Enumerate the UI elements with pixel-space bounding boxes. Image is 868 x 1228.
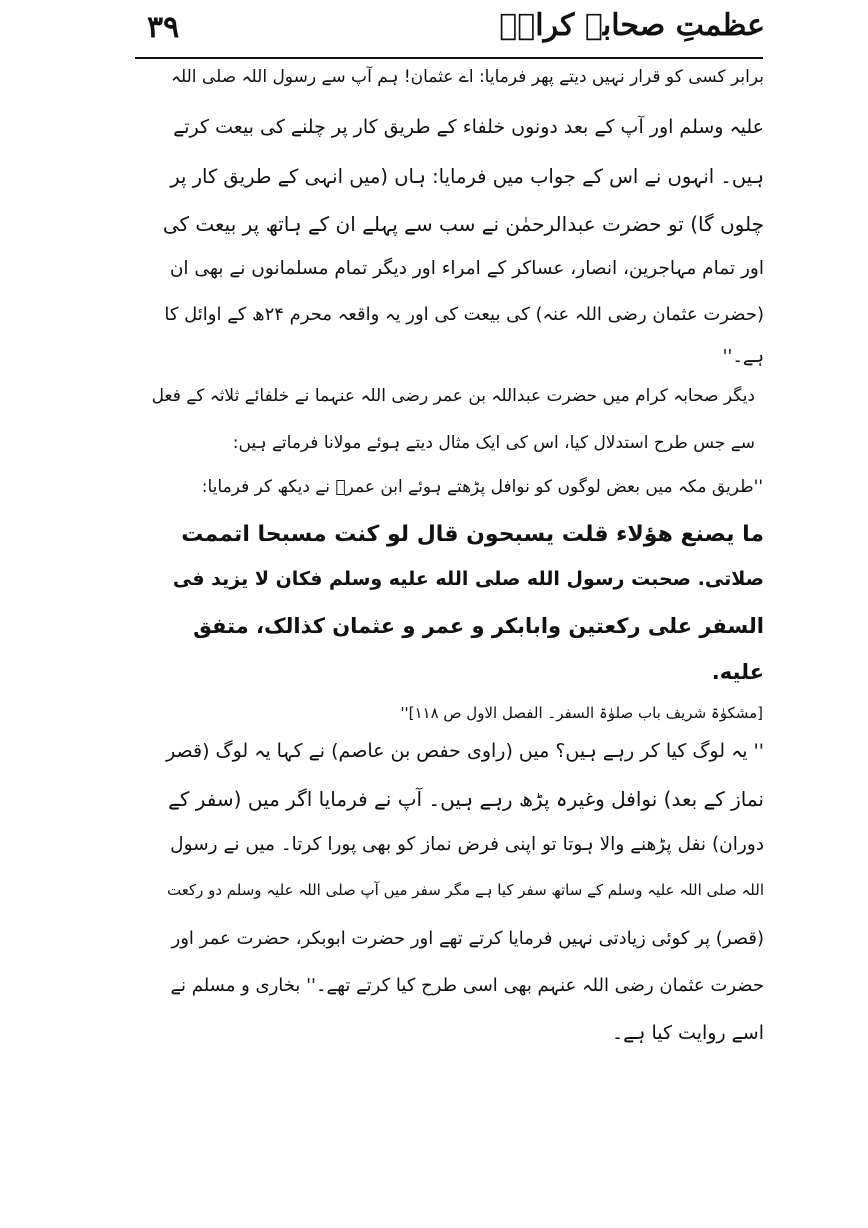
page-header [135, 8, 765, 58]
header-rule [135, 57, 763, 59]
paragraph-line: علیہ وسلم اور آپ کے بعد دونوں خلفاء کے طریق کار پر چلنے کی بیعت کرتے [173, 116, 764, 138]
paragraph-line: دیگر صحابہ کرام میں حضرت عبداللہ بن عمر رضی اللہ عنہما نے خلفائے ثلاثہ کے فعل [151, 386, 755, 406]
arabic-line: علیه. [711, 660, 764, 684]
paragraph-line: اور تمام مہاجرین، انصار، عساکر کے امراء اور دیگر تمام مسلمانوں نے بھی ان [169, 258, 764, 279]
paragraph-2 [135, 385, 755, 465]
paragraph-line: (قصر) پر کوئی زیادتی نہیں فرمایا کرتے تھے اور حضرت ابوبکر، حضرت عمر اور [171, 928, 764, 949]
paragraph-line: چلوں گا) تو حضرت عبدالرحمٰن نے سب سے پہلے ان کے ہاتھ پر بیعت کی [162, 212, 764, 236]
arabic-quote [160, 522, 764, 702]
paragraph-line: '' یہ لوگ کیا کر رہے ہیں؟ میں (راوی حفص بن عاصم) نے کہا یہ لوگ (قصر [166, 740, 764, 762]
paragraph-line: اسے روایت کیا ہے۔ [612, 1022, 764, 1044]
paragraph-line: برابر کسی کو قرار نہیں دیتے پھر فرمایا: اے عثمان! ہم آپ سے رسول اللہ صلی اللہ [171, 67, 764, 87]
page-number: ۳۹ [147, 10, 180, 45]
paragraph-line: سے جس طرح استدلال کیا، اس کی ایک مثال دیتے ہوئے مولانا فرماتے ہیں: [232, 433, 755, 453]
paragraph-line: دوران) نفل پڑھنے والا ہوتا تو اپنی فرض نماز کو بھی پورا کرتا۔ میں نے رسول [170, 834, 764, 855]
arabic-line: ما یصنع هؤلاء قلت یسبحون قال لو کنت مسبحا اتممت [181, 522, 764, 547]
paragraph-line: حضرت عثمان رضی اللہ عنہم بھی اسی طرح کیا کرتے تھے۔'' بخاری و مسلم نے [170, 975, 764, 996]
quote-intro [195, 476, 763, 512]
arabic-line: صلاتی. صحبت رسول الله صلی الله علیه وسلم فکان لا یزید فی [172, 568, 764, 590]
arabic-line: السفر علی رکعتین وابابکر و عمر و عثمان کذالک، متفق [193, 614, 764, 638]
paragraph-line: (حضرت عثمان رضی اللہ عنہ) کی بیعت کی اور یہ واقعہ محرم ۲۴ھ کے اوائل کا [164, 304, 764, 325]
citation [380, 704, 763, 734]
paragraph-3 [160, 740, 764, 1060]
quote-intro-line: ''طریق مکہ میں بعض لوگوں کو نوافل پڑھتے ہوئے ابن عمرؓ نے دیکھ کر فرمایا: [201, 477, 763, 497]
paragraph-line: نماز کے بعد) نوافل وغیرہ پڑھ رہے ہیں۔ آپ نے فرمایا اگر میں (سفر کے [168, 787, 764, 811]
paragraph-line: ہے۔'' [722, 346, 764, 367]
running-title: عظمتِ صحابہ کرامؓ [499, 8, 765, 43]
paragraph-line: ہیں۔ انہوں نے اس کے جواب میں فرمایا: ہاں (میں انہی کے طریق کار پر [170, 165, 764, 188]
paragraph-line: اللہ صلی اللہ علیہ وسلم کے ساتھ سفر کیا ہے مگر سفر میں آپ صلی اللہ علیہ وسلم دو رکعت [166, 881, 764, 899]
paragraph-1 [160, 66, 764, 376]
citation-line: [مشکوٰۃ شریف باب صلوٰۃ السفر۔ الفصل الاول ص ۱۱۸]'' [400, 704, 763, 722]
